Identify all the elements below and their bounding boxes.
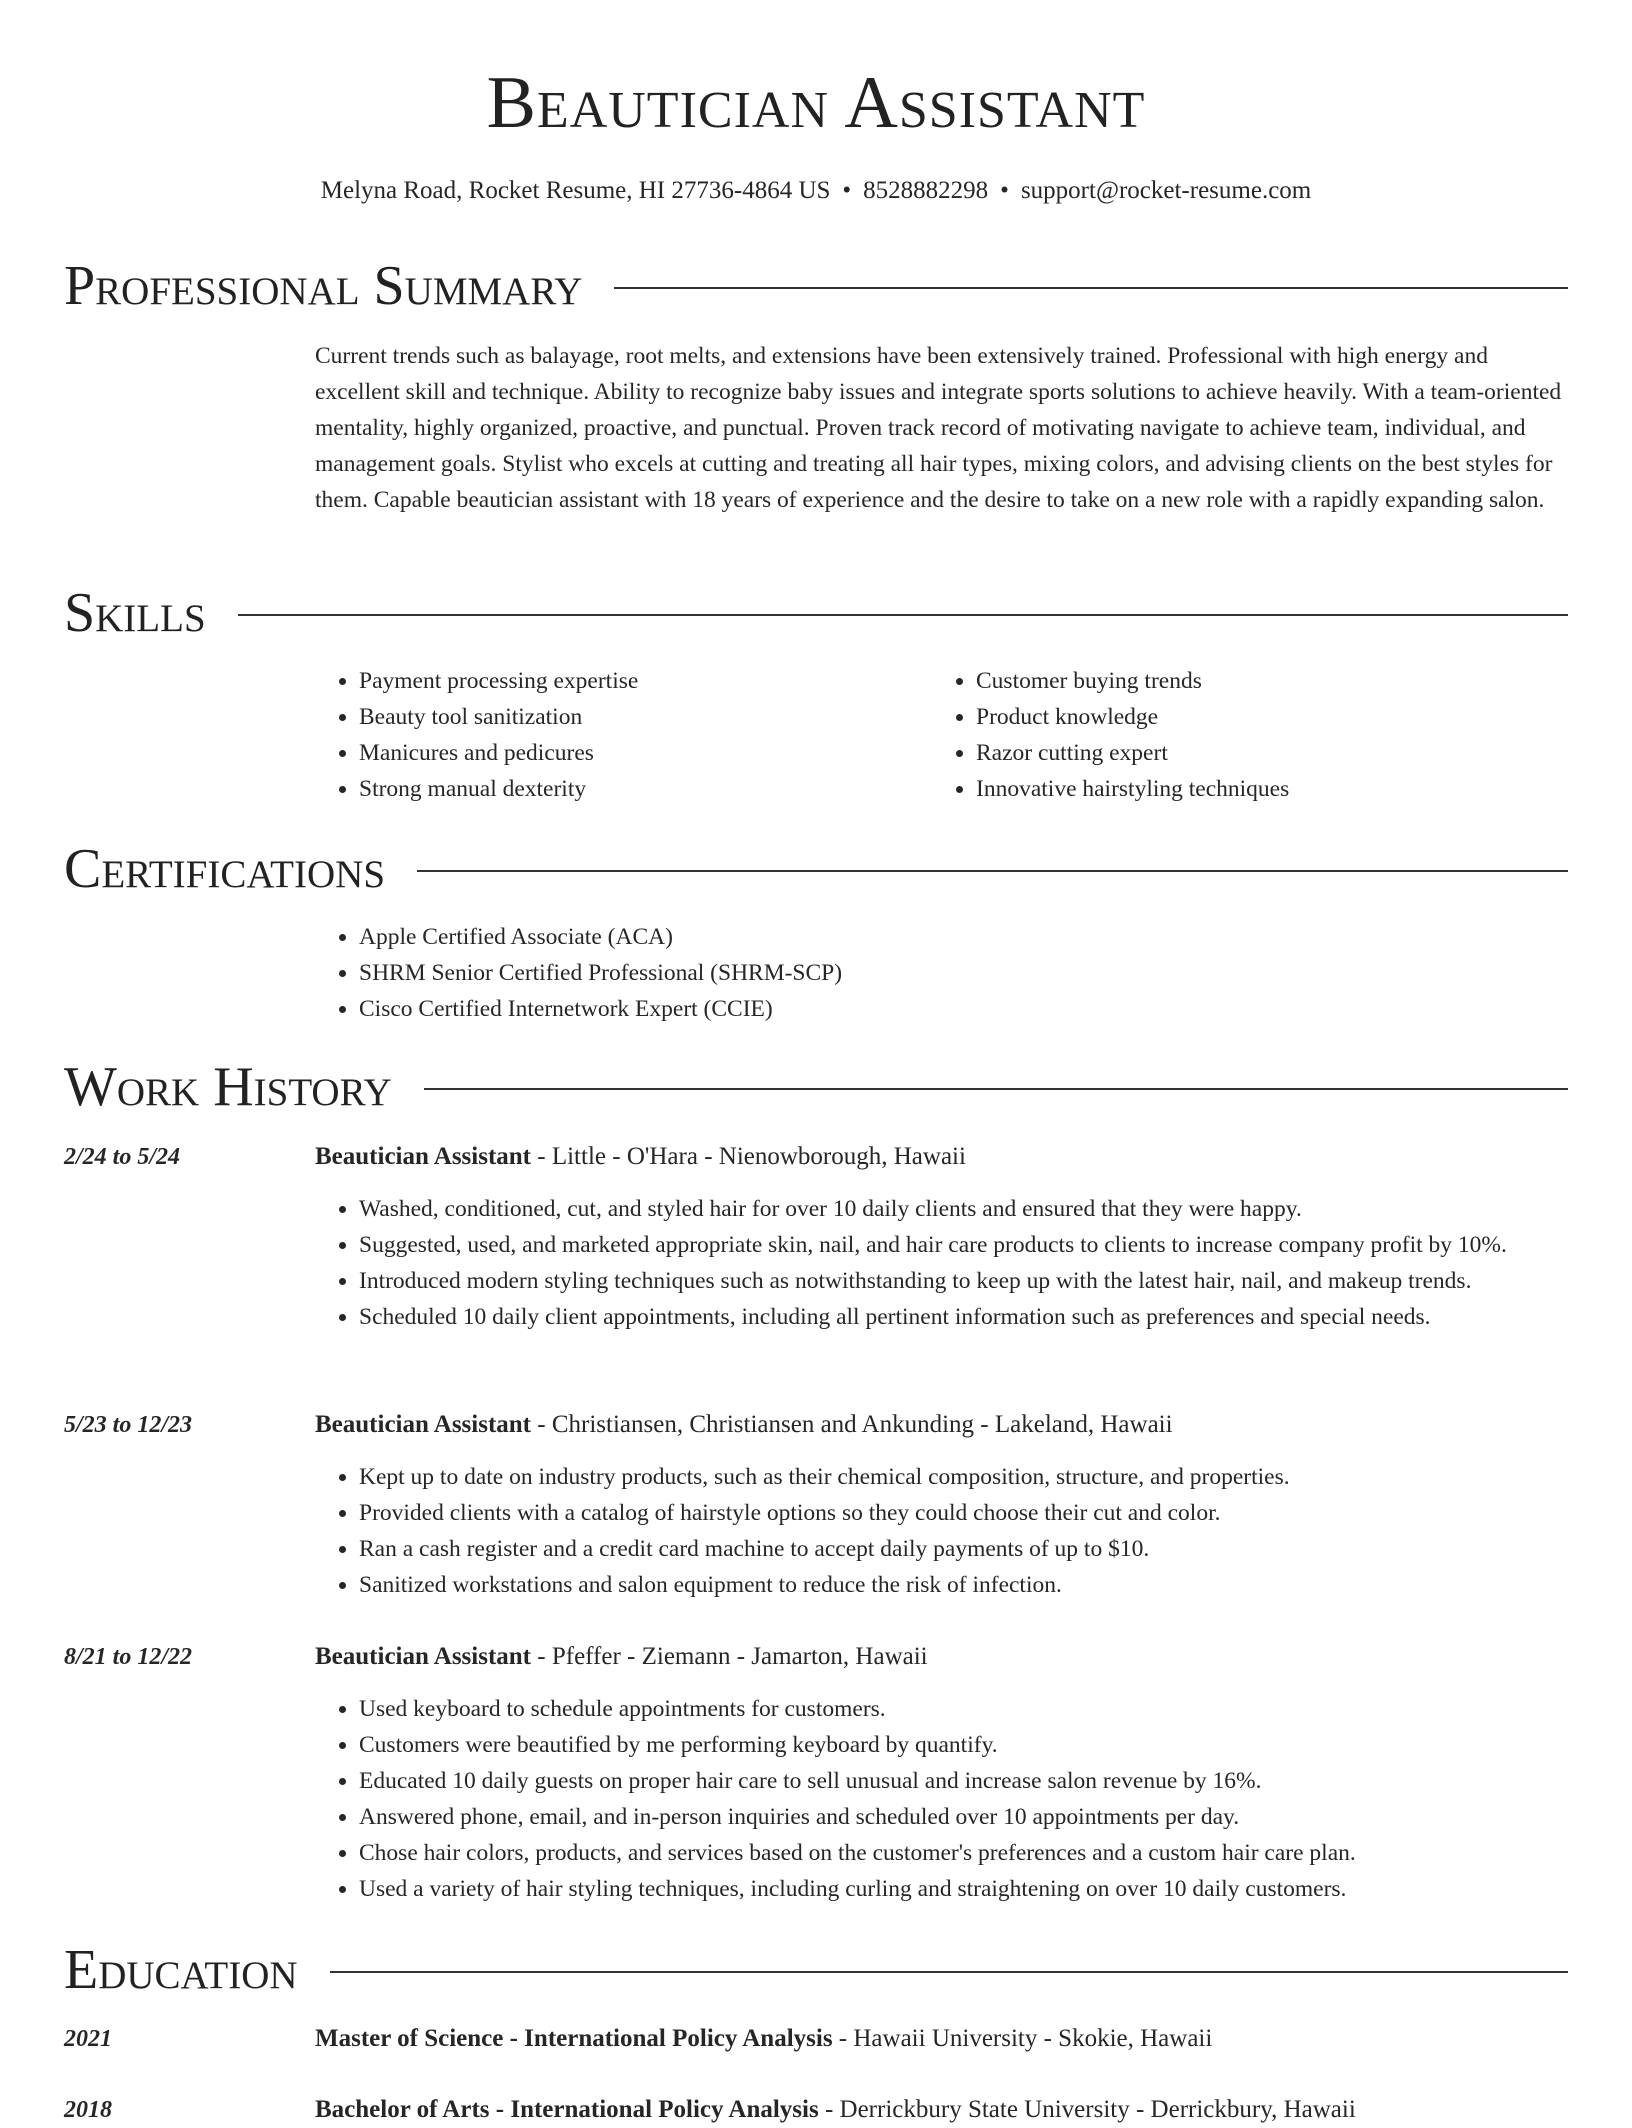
section-title: Education [64,1939,298,2001]
contact-separator: • [842,177,852,204]
certification-item: • Apple Certified Associate (ACA) [359,919,1565,955]
skill-item: • Innovative hairstyling techniques [976,771,1532,807]
job-bullet: • Customers were beautified by me performing keyboard by quantify. [359,1727,1565,1763]
section-education [64,1935,1568,2005]
contact-address: Melyna Road, Rocket Resume, HI 27736-4864 US [320,177,831,204]
contact-line [0,174,1632,208]
job-bullet: • Ran a cash register and a credit card machine to accept daily payments of up to $10. [359,1531,1565,1567]
skill-item: • Product knowledge [976,699,1532,735]
summary-text: Current trends such as balayage, root melts, and extensions have been extensively trained. Professional with high energy and excellent skill and technique. Ability to recognize baby issues and integrate sports solutions to achieve heavily. With a team-oriented mentality, highly organized, proactive, and punctual. Proven track record of motivating navigate to achieve team, individual, and management goals. Stylist who excels at cutting and treating all hair types, mixing colors, and advising clients on the best styles for them. Capable beautician assistant with 18 years of experience and the desire to take on a new role with a rapidly expanding salon. [315,343,1562,513]
job-dates: 5/23 to 12/23 [64,1412,193,1438]
section-title: Professional Summary [64,255,583,317]
skill-item: • Razor cutting expert [976,735,1532,771]
job-bullet: • Introduced modern styling techniques such as notwithstanding to keep up with the latest hair, nail, and makeup trends. [359,1263,1565,1299]
skill-item: • Payment processing expertise [359,663,915,699]
job-bullet: • Sanitized workstations and salon equipment to reduce the risk of infection. [359,1567,1565,1603]
job-employer: - Christiansen, Christiansen and Ankunding - Lakeland, Hawaii [531,1411,1173,1438]
contact-email: support@rocket-resume.com [1020,177,1312,204]
section-title: Certifications [64,838,386,900]
section-divider [424,1088,1568,1090]
section-divider [330,1971,1568,1973]
job-heading [315,1639,1565,1675]
job-bullet: • Kept up to date on industry products, such as their chemical composition, structure, and properties. [359,1459,1565,1495]
job-bullet: • Scheduled 10 daily client appointments, including all pertinent information such as preferences and special needs. [359,1299,1565,1335]
skill-item: • Customer buying trends [976,663,1532,699]
skill-item: • Beauty tool sanitization [359,699,915,735]
job-role: Beautician Assistant [315,1143,532,1170]
education-year: 2018 [64,2097,112,2123]
section-title: Work History [64,1056,392,1118]
job-bullet: • Educated 10 daily guests on proper hair care to sell unusual and increase salon revenue by 16%. [359,1763,1565,1799]
skills-column-left [315,663,915,807]
section-divider [238,614,1568,616]
contact-phone: 8528882298 [863,177,989,204]
job-bullets [315,1691,1565,1907]
job-bullet: • Suggested, used, and marketed appropriate skin, nail, and hair care products to clients to increase company profit by 10%. [359,1227,1565,1263]
skills-column-right [932,663,1532,807]
job-role: Beautician Assistant [315,1643,532,1670]
job-heading [315,1139,1565,1175]
contact-separator: • [1000,177,1009,204]
section-divider [614,287,1568,289]
job-dates: 2/24 to 5/24 [64,1144,181,1170]
job-dates: 8/21 to 12/22 [64,1644,193,1670]
section-divider [417,870,1568,872]
education-heading [315,2021,1565,2057]
education-school: - Derrickbury State University - Derrickbury, Hawaii [818,2096,1356,2123]
section-professional-summary [64,251,1568,321]
certification-item: • SHRM Senior Certified Professional (SHRM-SCP) [359,955,1565,991]
education-degree: Master of Science - International Policy Analysis [315,2025,833,2052]
education-year: 2021 [64,2026,112,2052]
job-employer: - Pfeffer - Ziemann - Jamarton, Hawaii [531,1643,928,1670]
job-bullet: • Chose hair colors, products, and services based on the customer's preferences and a custom hair care plan. [359,1835,1565,1871]
education-heading [315,2092,1565,2128]
job-bullet: • Washed, conditioned, cut, and styled hair for over 10 daily clients and ensured that they were happy. [359,1191,1565,1227]
education-school: - Hawaii University - Skokie, Hawaii [832,2025,1213,2052]
section-skills [64,578,1568,648]
certification-item: • Cisco Certified Internetwork Expert (CCIE) [359,991,1565,1027]
skill-item: • Manicures and pedicures [359,735,915,771]
section-certifications [64,834,1568,904]
job-bullet: • Used keyboard to schedule appointments for customers. [359,1691,1565,1727]
job-bullet: • Used a variety of hair styling techniques, including curling and straightening on over 10 daily customers. [359,1871,1565,1907]
job-bullet: • Provided clients with a catalog of hairstyle options so they could choose their cut and color. [359,1495,1565,1531]
section-title: Skills [64,582,206,644]
education-degree: Bachelor of Arts - International Policy Analysis [315,2096,819,2123]
job-heading [315,1407,1565,1443]
skill-item: • Strong manual dexterity [359,771,915,807]
job-role: Beautician Assistant [315,1411,532,1438]
job-bullets [315,1191,1565,1335]
candidate-name: Beautician Assistant [486,62,1146,144]
job-employer: - Little - O'Hara - Nienowborough, Hawaii [531,1143,966,1170]
job-bullets [315,1459,1565,1603]
section-work-history [64,1052,1568,1122]
job-bullet: • Answered phone, email, and in-person inquiries and scheduled over 10 appointments per day. [359,1799,1565,1835]
certification-list [315,919,1565,1027]
